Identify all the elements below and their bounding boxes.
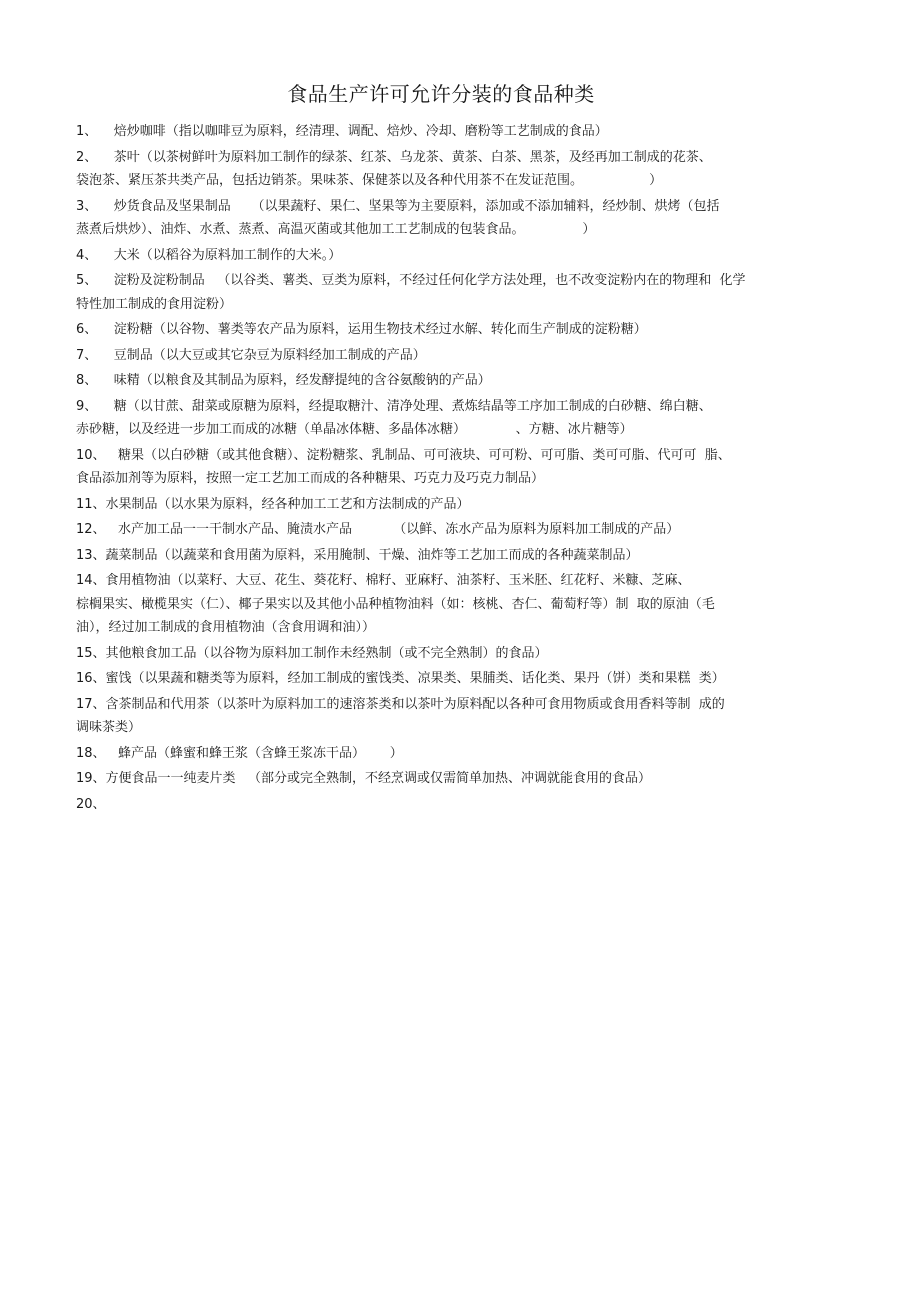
- list-item-line: 11、水果制品（以水果为原料，经各种加工工艺和方法制成的产品）: [76, 496, 470, 512]
- list-item-line: 蒸煮后烘炒）、油炸、水煮、蒸煮、高温灭菌或其他加工工艺制成的包装食品。 ）: [76, 222, 596, 237]
- list-item-line: 19、方便食品一一纯麦片类 （部分或完全熟制，不经烹调或仅需简单加热、冲调就能食用的食品）: [76, 771, 651, 786]
- food-category-list: [76, 120, 806, 818]
- list-item-line: 4、 大米（以稻谷为原料加工制作的大米。）: [76, 247, 342, 263]
- list-item-line: 1、 焙炒咖啡（指以咖啡豆为原料，经清理、调配、焙炒、冷却、磨粉等工艺制成的食品）: [76, 124, 608, 139]
- list-item-line: 12、 水产加工品一一干制水产品、腌渍水产品 （以鲜、冻水产品为原料为原料加工制成的产品）: [76, 522, 680, 537]
- list-item-line: 8、 味精（以粮食及其制品为原料，经发酵提纯的含谷氨酸钠的产品）: [76, 373, 491, 388]
- list-item-line: 食品添加剂等为原料，按照一定工艺加工而成的各种糖果、巧克力及巧克力制品）: [76, 471, 545, 486]
- list-item-line: 15、其他粮食加工品（以谷物为原料加工制作未经熟制（或不完全熟制）的食品）: [76, 645, 548, 661]
- list-item-line: 16、蜜饯（以果蔬和糖类等为原料，经加工制成的蜜饯类、凉果类、果脯类、话化类、果丹（饼）类和果糕 类）: [76, 671, 725, 686]
- page-title: 食品生产许可允许分装的食品种类: [287, 82, 595, 106]
- list-item-line: 13、蔬菜制品（以蔬菜和食用菌为原料，采用腌制、干燥、油炸等工艺加工而成的各种蔬菜制品）: [76, 547, 639, 563]
- list-item-line: 棕榈果实、橄榄果实（仁）、椰子果实以及其他小品种植物油料（如：核桃、杏仁、葡萄籽等）制 取的原油（毛: [76, 596, 715, 612]
- list-item-line: 20、: [76, 796, 106, 812]
- list-item-line: 调味茶类）: [76, 720, 142, 735]
- list-item-line: 10、 糖果（以白砂糖（或其他食糖）、淀粉糖浆、乳制品、可可液块、可可粉、可可脂、类可可脂、代可可 脂、: [76, 447, 731, 463]
- list-item-line: 14、食用植物油（以菜籽、大豆、花生、葵花籽、棉籽、亚麻籽、油茶籽、玉米胚、红花籽、米糠、芝麻、: [76, 573, 691, 588]
- list-item-line: 油），经过加工制成的食用植物油（含食用调和油））: [76, 620, 376, 635]
- list-item-line: 5、 淀粉及淀粉制品 （以谷类、薯类、豆类为原料，不经过任何化学方法处理，也不改变淀粉内在的物理和 化学: [76, 273, 746, 288]
- list-item-line: 6、 淀粉糖（以谷物、薯类等农产品为原料，运用生物技术经过水解、转化而生产制成的淀粉糖）: [76, 322, 647, 337]
- list-item-line: 9、 糖（以甘蔗、甜菜或原糖为原料，经提取糖汁、清净处理、煮炼结晶等工序加工制成的白砂糖、绵白糖、: [76, 398, 712, 414]
- list-item-line: 7、 豆制品（以大豆或其它杂豆为原料经加工制成的产品）: [76, 347, 426, 363]
- list-item-line: 17、含茶制品和代用茶（以茶叶为原料加工的速溶茶类和以茶叶为原料配以各种可食用物质或食用香料等制 成的: [76, 696, 725, 712]
- list-item-line: 袋泡茶、紧压茶共类产品，包括边销茶。果味茶、保健茶以及各种代用茶不在发证范围。 ）: [76, 173, 663, 188]
- list-item-line: 赤砂糖，以及经进一步加工而成的冰糖（单晶冰体糖、多晶体冰糖） 、方糖、冰片糖等）: [76, 422, 633, 437]
- list-item-line: 特性加工制成的食用淀粉）: [76, 296, 233, 312]
- list-item-line: 2、 茶叶（以茶树鲜叶为原料加工制作的绿茶、红茶、乌龙茶、黄茶、白茶、黑茶，及经再加工制成的花茶、: [76, 149, 712, 165]
- list-item-line: 18、 蜂产品（蜂蜜和蜂王浆（含蜂王浆冻干品） ）: [76, 745, 403, 761]
- list-item-line: 3、 炒货食品及坚果制品 （以果蔬籽、果仁、坚果等为主要原料，添加或不添加辅料，经炒制、烘烤（包括: [76, 198, 720, 214]
